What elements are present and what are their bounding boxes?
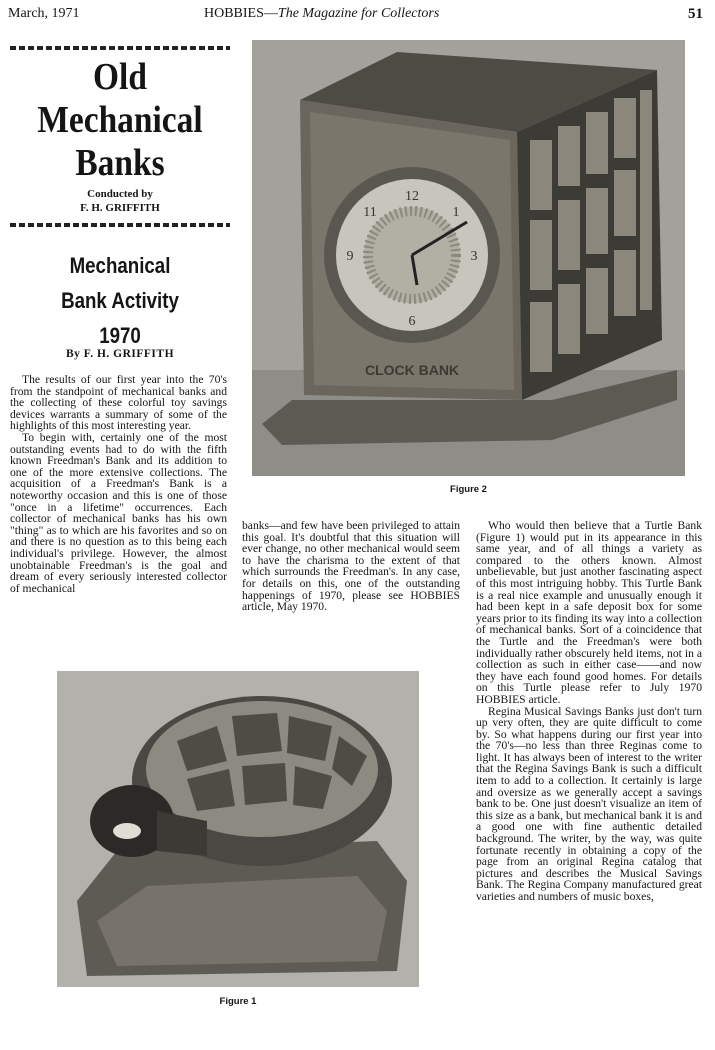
article-title xyxy=(27,248,214,353)
bottom-rule xyxy=(10,223,230,227)
top-rule xyxy=(10,46,230,50)
issue-date: March, 1971 xyxy=(8,6,80,21)
department-title-line: Old xyxy=(93,56,147,98)
conducted-by: Conducted by xyxy=(87,188,153,200)
clock-bank-lettering: CLOCK BANK xyxy=(364,362,460,378)
article-title-line: 1970 xyxy=(99,323,141,348)
magazine-tagline: The Magazine for Collectors xyxy=(277,6,440,21)
svg-text:6: 6 xyxy=(408,314,416,329)
article-title-line: Mechanical xyxy=(69,253,171,278)
svg-text:3: 3 xyxy=(470,249,478,264)
paragraph: To begin with, certainly one of the most outstanding events had to do with the fifth known Freedman's Bank and its addition to one of the more extensive collections. The acquisition of a Freedman's Bank is a noteworthy occasion and this is one of those "once in a lifetime" occurrences. Each collector of mechanical banks has his own "thing" as to which are his favorites and so on and there is no question as to this being each individual's privilege. However, the almost unobtainable Freedman's is the goal and dream of every seriously interested collector of mechanical xyxy=(10,430,227,595)
article-title-line: Bank Activity xyxy=(61,288,179,313)
svg-text:11: 11 xyxy=(363,205,377,220)
turtle-bank-photo xyxy=(57,671,419,987)
svg-text:9: 9 xyxy=(346,249,354,264)
svg-text:1: 1 xyxy=(452,205,460,220)
svg-text:12: 12 xyxy=(405,189,419,204)
running-header: HOBBIES—The Magazine for Collectors xyxy=(204,6,440,21)
article-column-1 xyxy=(10,374,227,594)
department-title-line: Mechanical xyxy=(37,99,203,141)
department-author: F. H. GRIFFITH xyxy=(80,202,160,214)
byline: By F. H. GRIFFITH xyxy=(65,348,175,360)
figure-2-caption: Figure 2 xyxy=(450,484,487,495)
article-column-3 xyxy=(476,520,702,903)
paragraph: Regina Musical Savings Banks just don't turn up very often, they are quite difficult to come by. So what happens during our first year into the 70's—no less than three Reginas come to light. It has always been of interest to the writer that the Regina Savings Bank is such a difficult item to add to a collection. It certainly is large and oversize as we generally accept a savings bank to be. One just doesn't visualize an item of this size as a bank, but mechanical bank it is and a good one with fine authentic detailed background. The writer, by the way, was quite fortunate recently in obtaining a copy of the page from an original Regina catalog that pictures and describes the Musical Savings Bank. The Regina Company manufactured great varieties and numbers of music boxes, xyxy=(476,704,702,903)
clock-bank-photo xyxy=(252,40,685,476)
department-title xyxy=(23,56,217,185)
magazine-name: HOBBIES xyxy=(204,6,264,21)
figure-1-caption: Figure 1 xyxy=(219,996,257,1007)
paragraph: banks—and few have been privileged to attain this goal. It's doubtful that this situation will ever change, no other mechanical would seem to have the charisma to the extent of that which surrounds the Freedman's. In any case, for details on this, one of the outstanding happenings of 1970, please see HOBBIES article, May 1970. xyxy=(242,519,460,614)
department-title-line: Banks xyxy=(75,142,165,184)
page-number: 51 xyxy=(688,6,703,22)
paragraph: Who would then believe that a Turtle Bank (Figure 1) would put in its appearance in this same year, and of all things a variety as compared to the others known. Almost unbelievable, but just another fascinating aspect of this most intriguing hobby. This Turtle Bank is a real nice example and unusually enough it had been kept in a safe deposit box for some years prior to its finding its way into a collection of mechanical banks. Sort of a coincidence that the Turtle and the Freedman's were both individually rather obscurely held items, not in a collection as such in either case——and now they have each found good homes. For details on this Turtle please refer to July 1970 HOBBIES article. xyxy=(476,519,702,706)
paragraph: The results of our first year into the 70's from the standpoint of mechanical banks and the collecting of these colorful toy savings devices warrants a summary of some of the highlights of this most interesting year. xyxy=(10,373,227,433)
article-column-2 xyxy=(242,520,460,613)
